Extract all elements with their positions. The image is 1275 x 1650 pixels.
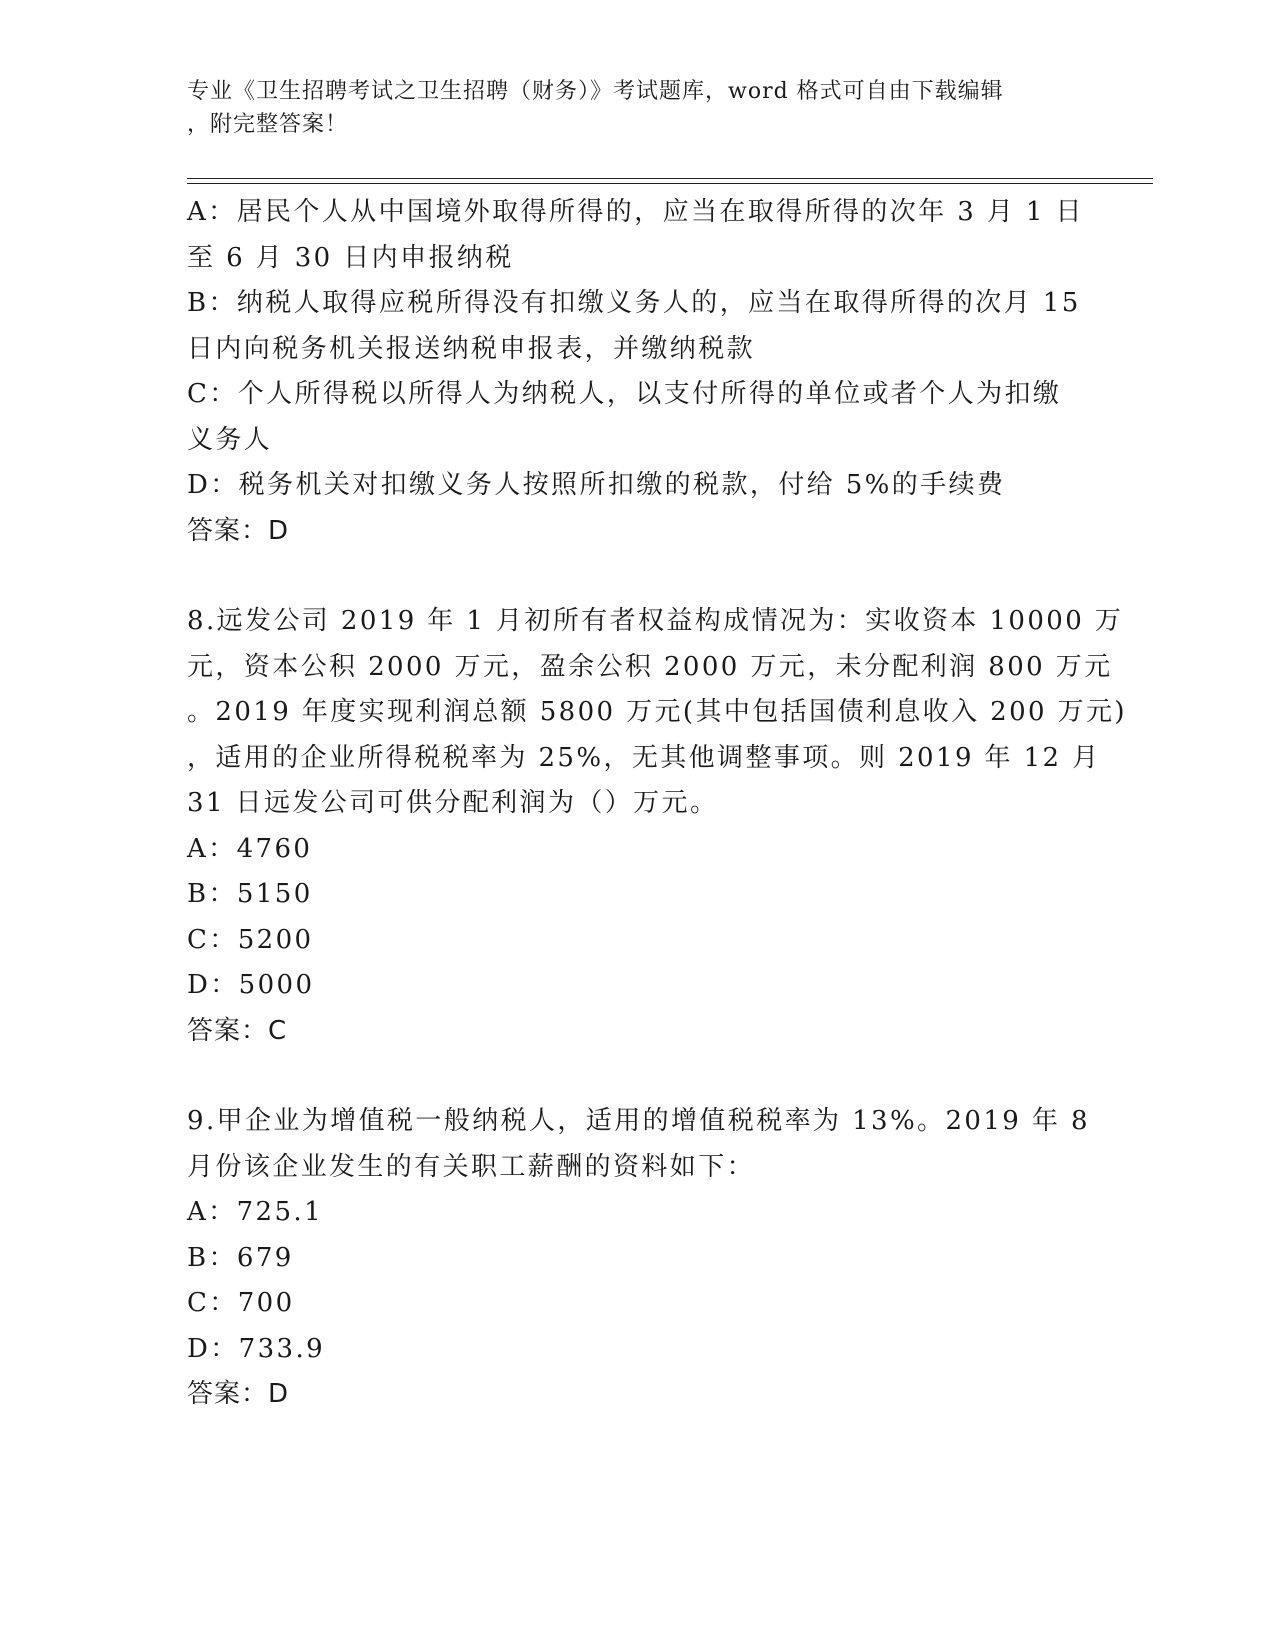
- header-divider-bottom: [187, 183, 1153, 184]
- header-line-1: 专业《卫生招聘考试之卫生招聘（财务）》考试题库，word 格式可自由下载编辑: [187, 79, 1004, 104]
- question-7-answer: 答案：D: [187, 515, 290, 546]
- document-body: [187, 190, 1127, 1418]
- question-8-option-d: D：5000: [187, 970, 315, 1000]
- spacer: [187, 1054, 1087, 1099]
- question-8-stem-line-3: 。2019 年度实现利润总额 5800 万元(其中包括国债利息收入 200 万元): [187, 697, 1127, 727]
- question-9-option-c: C：700: [187, 1288, 295, 1318]
- question-8-option-c: C：5200: [187, 924, 314, 955]
- question-8-option-a: A：4760: [187, 833, 313, 864]
- question-7-option-a-line-1: A：居民个人从中国境外取得所得的，应当在取得所得的次年 3 月 1 日: [187, 197, 1084, 227]
- question-9-answer: 答案：D: [187, 1379, 290, 1409]
- question-7-option-b-line-2: 日内向税务机关报送纳税申报表，并缴纳税款: [187, 333, 756, 364]
- question-7-option-c-line-1: C：个人所得税以所得人为纳税人，以支付所得的单位或者个人为扣缴: [187, 379, 1062, 409]
- spacer: [187, 554, 1087, 599]
- question-8-stem-line-2: 元，资本公积 2000 万元，盈余公积 2000 万元，未分配利润 800 万元: [187, 651, 1113, 682]
- question-8-block: [187, 599, 1127, 1054]
- question-7-option-b-line-1: B：纳税人取得应税所得没有扣缴义务人的，应当在取得所得的次月 15: [187, 288, 1081, 318]
- question-7-option-d: D：税务机关对扣缴义务人按照所扣缴的税款，付给 5%的手续费: [187, 470, 1006, 500]
- question-8-stem-line-1: 8.远发公司 2019 年 1 月初所有者权益构成情况为：实收资本 10000 万: [187, 606, 1124, 636]
- header-divider-top: [187, 178, 1153, 179]
- question-7-option-a-line-2: 至 6 月 30 日内申报纳税: [187, 242, 514, 273]
- question-9-block: [187, 1099, 1090, 1418]
- question-9-stem-line-1: 9.甲企业为增值税一般纳税人，适用的增值税税率为 13%。2019 年 8: [187, 1106, 1090, 1136]
- header-line-2: ，附完整答案！: [187, 112, 349, 137]
- question-9-stem-line-2: 月份该企业发生的有关职工薪酬的资料如下：: [187, 1151, 756, 1182]
- question-8-stem-line-4: ，适用的企业所得税税率为 25%，无其他调整事项。则 2019 年 12 月: [187, 742, 1101, 773]
- question-8-stem-line-5: 31 日远发公司可供分配利润为（）万元。: [187, 788, 719, 818]
- question-8-answer: 答案：C: [187, 1015, 288, 1046]
- question-7-block: [187, 190, 1087, 554]
- question-7-option-c-line-2: 义务人: [187, 424, 273, 455]
- question-9-option-a: A：725.1: [187, 1197, 324, 1227]
- page-header: [187, 75, 1067, 141]
- question-9-option-b: B：679: [187, 1242, 294, 1273]
- question-8-option-b: B：5150: [187, 879, 313, 909]
- question-9-option-d: D：733.9: [187, 1333, 326, 1364]
